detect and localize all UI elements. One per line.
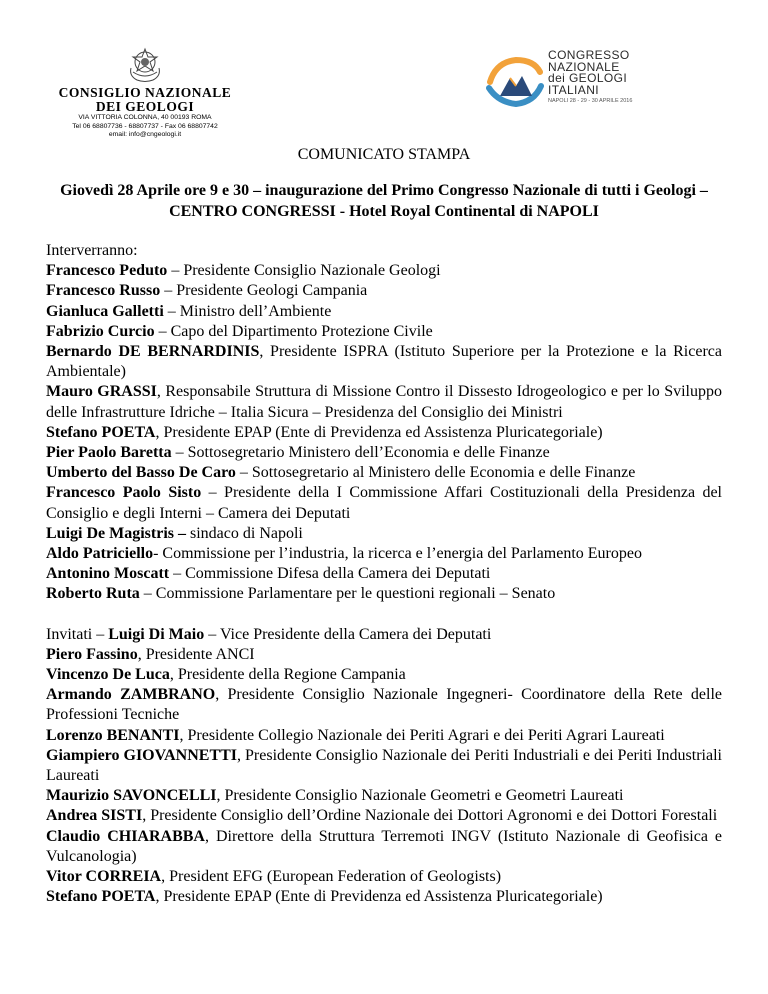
person-name: Claudio CHIARABBA (46, 827, 205, 845)
speaker-entry (46, 564, 722, 584)
person-role: – Commissione Difesa della Camera dei Deputati (169, 565, 491, 583)
speaker-list (46, 241, 722, 908)
congress-wordmark (548, 50, 632, 106)
person-role: – Sottosegretario Ministero dell’Economia e delle Finanze (171, 444, 550, 462)
person-name: Giampiero GIOVANNETTI (46, 746, 238, 764)
speaker-entry (46, 584, 722, 604)
person-role: – Capo del Dipartimento Protezione Civile (154, 322, 433, 340)
person-name: Maurizio SAVONCELLI (46, 787, 217, 805)
person-name: Luigi De Magistris – (46, 524, 186, 542)
person-role: – Presidente della I Commissione Affari Costituzionali della Presidenza del Consiglio e degli Interni – Camera dei Deputati (46, 484, 722, 522)
org-email: email: info@cngeologi.it (108, 131, 182, 138)
person-name: Piero Fassino (46, 645, 138, 663)
person-name: Lorenzo BENANTI (46, 726, 180, 744)
person-role: , Presidente Consiglio dell’Ordine Nazionale dei Dottori Agronomi e dei Dottori Forestali (142, 807, 718, 825)
person-name: Gianluca Galletti (46, 302, 164, 320)
congress-logo (486, 50, 726, 110)
person-name: Vincenzo De Luca (46, 666, 170, 684)
invited-entry (46, 726, 722, 746)
speaker-entry (46, 302, 722, 322)
speaker-entry (46, 423, 722, 443)
person-role: sindaco di Napoli (186, 524, 303, 542)
event-headline: Giovedì 28 Aprile ore 9 e 30 – inaugurazione del Primo Congresso Nazionale di tutti i Geologi – CENTRO CONGRESSI - Hotel Royal Continental di NAPOLI (60, 182, 708, 220)
speaker-entry (46, 483, 722, 523)
person-role: , Presidente Consiglio Nazionale Geometri e Geometri Laureati (216, 787, 624, 805)
speakers-list (46, 261, 722, 604)
person-name: Vitor CORREIA (46, 868, 162, 886)
invited-entry (46, 887, 722, 907)
speaker-entry (46, 281, 722, 301)
person-name: Francesco Paolo Sisto (46, 484, 202, 502)
invited-prefix: Invitati – (46, 625, 109, 643)
congress-line4: ITALIANI (548, 82, 599, 97)
person-role: – Ministro dell’Ambiente (163, 302, 332, 320)
speaker-entry (46, 544, 722, 564)
org-name-line1: CONSIGLIO NAZIONALE (58, 85, 232, 100)
person-role: , Presidente ISPRA (Istituto Superiore per la Protezione e la Ricerca Ambientale) (46, 343, 722, 381)
intro-label: Interverranno: (46, 242, 138, 259)
congress-line2: NAZIONALE (548, 59, 620, 74)
person-role: , President EFG (European Federation of Geologists) (161, 868, 502, 886)
person-role: , Direttore della Struttura Terremoti INGV (Istituto Nazionale di Geofisica e Vulcanologia) (46, 827, 723, 865)
speaker-entry (46, 443, 722, 463)
invited-entry (46, 685, 722, 725)
person-role: – Sottosegretario al Ministero delle Economia e delle Finanze (235, 464, 636, 482)
invited-entry (46, 827, 722, 867)
speaker-entry (46, 261, 722, 281)
person-role: , Presidente EPAP (Ente di Previdenza ed Assistenza Pluricategoriale) (155, 423, 603, 441)
person-role: , Presidente EPAP (Ente di Previdenza ed Assistenza Pluricategoriale) (155, 888, 603, 906)
org-name-line2: DEI GEOLOGI (95, 99, 195, 114)
org-phone: Tel 06 68807736 - 68807737 - Fax 06 68807742 (72, 122, 218, 130)
person-name: Francesco Russo (46, 282, 161, 300)
invited-entry (46, 746, 722, 786)
person-name: Fabrizio Curcio (46, 322, 155, 340)
person-role: , Responsabile Struttura di Missione Contro il Dissesto Idrogeologico e per lo Sviluppo delle Infrastrutture Idriche – Italia Sicura – Presidenza del Consiglio dei Ministri (46, 383, 722, 421)
person-name: Francesco Peduto (46, 262, 168, 280)
person-role: , Presidente della Regione Campania (169, 666, 406, 684)
person-role: , Presidente Consiglio Nazionale Ingegneri- Coordinatore della Rete delle Professioni Tecniche (46, 686, 722, 724)
org-address: VIA VITTORIA COLONNA, 40 00193 ROMA (78, 114, 212, 121)
person-role: - Commissione per l’industria, la ricerca e l’energia del Parlamento Europeo (153, 545, 642, 563)
person-name: Roberto Ruta (46, 585, 140, 603)
speaker-entry (46, 342, 722, 382)
congress-line1: CONGRESSO (548, 48, 630, 62)
person-role: – Vice Presidente della Camera dei Deputati (204, 625, 492, 643)
speaker-entry (46, 524, 722, 544)
invited-entry (46, 806, 722, 826)
speaker-entry (46, 322, 722, 342)
invited-entry (46, 625, 722, 645)
person-name: Pier Paolo Baretta (46, 444, 172, 462)
invited-entry (46, 665, 722, 685)
speaker-entry (46, 463, 722, 483)
person-name: Umberto del Basso De Caro (46, 464, 236, 482)
person-role: , Presidente Collegio Nazionale dei Periti Agrari e dei Periti Agrari Laureati (179, 726, 665, 744)
invited-entry (46, 867, 722, 887)
speaker-entry (46, 382, 722, 422)
person-name: Stefano POETA (46, 888, 156, 906)
person-name: Aldo Patriciello (46, 545, 154, 563)
person-name: Mauro GRASSI (46, 383, 157, 401)
person-role: , Presidente ANCI (137, 645, 255, 663)
cng-letterhead (50, 46, 240, 140)
person-name: Bernardo DE BERNARDINIS (46, 343, 260, 361)
person-name: Armando ZAMBRANO (46, 686, 216, 704)
person-name: Andrea SISTI (46, 807, 143, 825)
person-name: Antonino Moscatt (46, 565, 170, 583)
person-role: – Commissione Parlamentare per le questioni regionali – Senato (139, 585, 556, 603)
person-role: – Presidente Consiglio Nazionale Geologi (167, 262, 441, 280)
invited-list (46, 625, 722, 908)
person-name: Stefano POETA (46, 423, 156, 441)
congress-date: NAPOLI 28 - 29 - 30 APRILE 2016 (548, 98, 633, 104)
invited-entry (46, 786, 722, 806)
person-name: Luigi Di Maio (108, 625, 205, 643)
person-role: – Presidente Geologi Campania (160, 282, 368, 300)
italian-emblem-icon (125, 46, 165, 84)
person-role: , Presidente Consiglio Nazionale dei Periti Industriali e dei Periti Industriali Laureati (46, 746, 722, 785)
section-gap (46, 605, 722, 625)
congress-line3: dei GEOLOGI (548, 71, 628, 85)
invited-entry (46, 645, 722, 665)
document-title: COMUNICATO STAMPA (297, 146, 471, 163)
congress-mark-icon (486, 56, 544, 108)
